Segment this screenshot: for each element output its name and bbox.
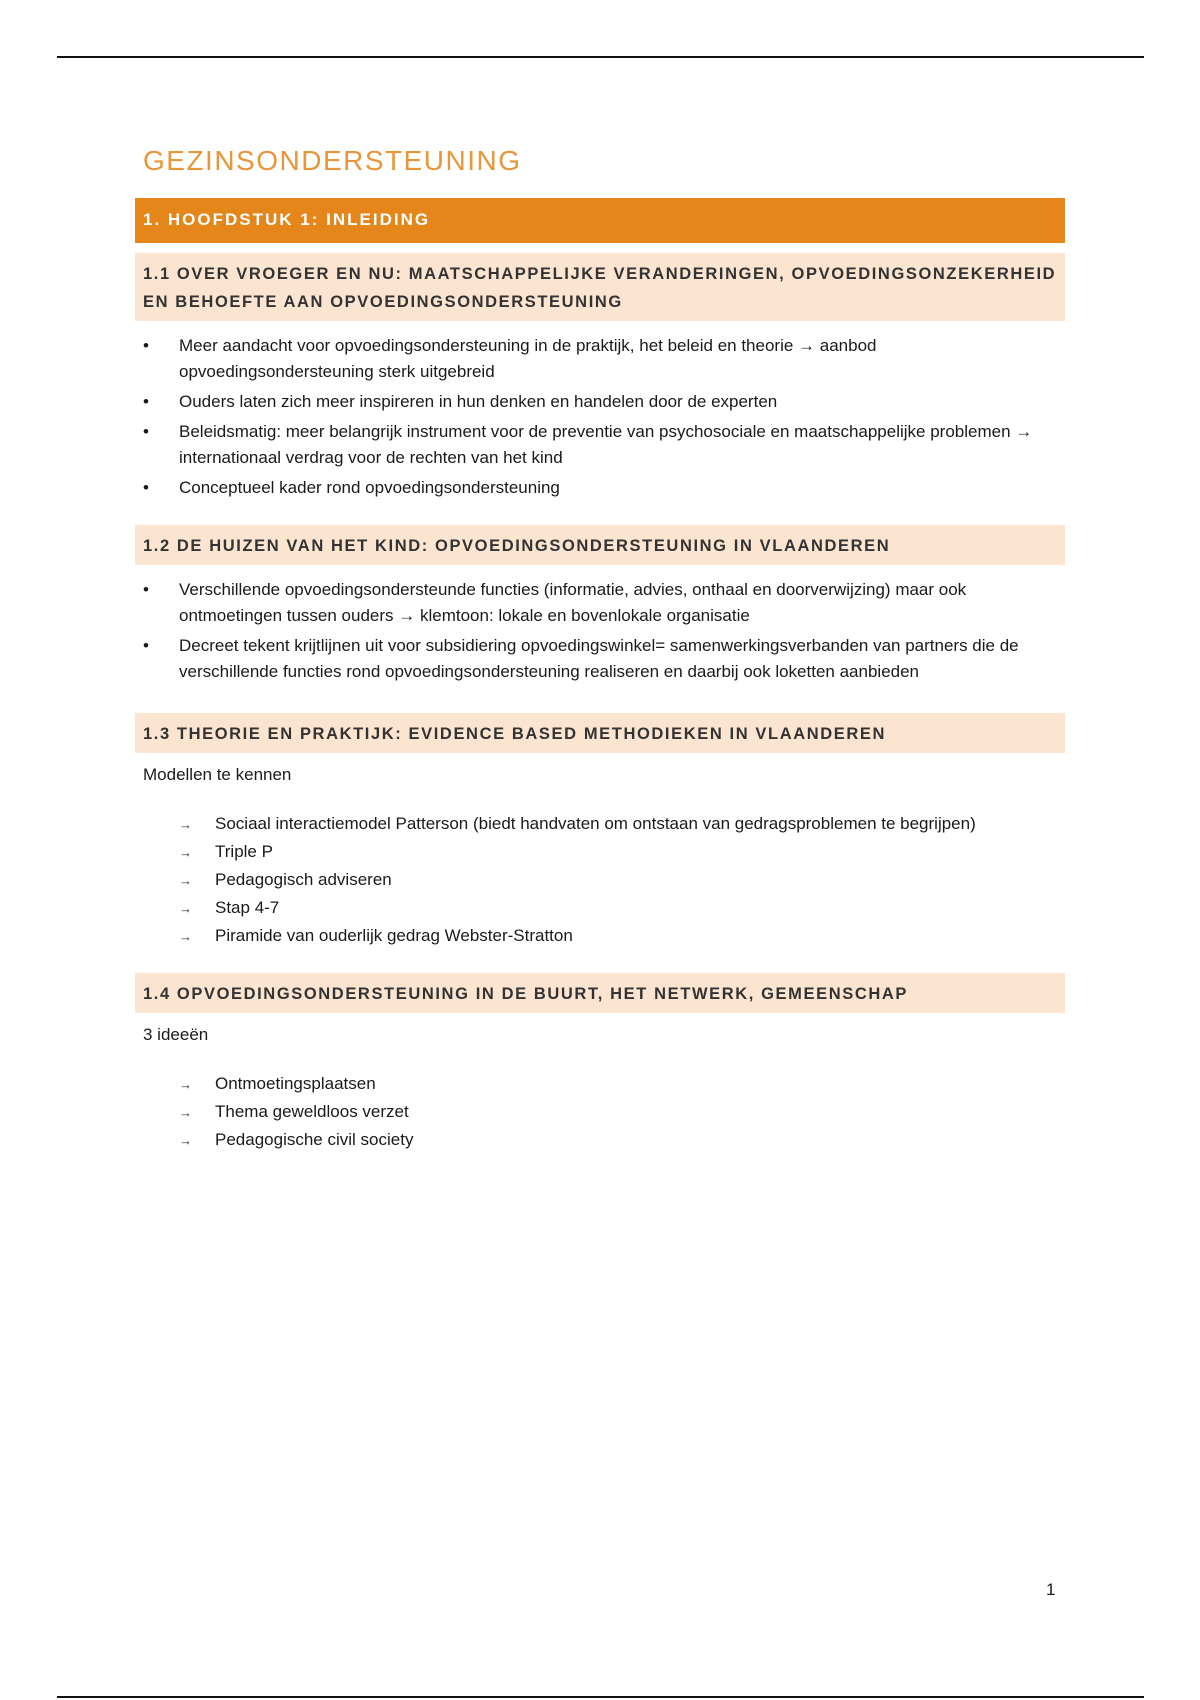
section-1-3-intro: Modellen te kennen <box>143 765 292 784</box>
section-1-3-items <box>0 810 1200 950</box>
section-1-2-bullets <box>0 577 1200 689</box>
section-heading-1-2: 1.2 DE HUIZEN VAN HET KIND: OPVOEDINGSONDERSTEUNING IN VLAANDEREN <box>135 525 1065 565</box>
arrow-icon: → <box>179 929 192 944</box>
arrow-icon: → <box>179 1133 192 1148</box>
bullet-icon: • <box>143 392 149 411</box>
arrow-icon: → <box>179 873 192 888</box>
list-item: • Meer aandacht voor opvoedingsondersteuning in de praktijk, het beleid en theorie → aanbod opvoedingsondersteuning sterk uitgebreid <box>0 333 1059 385</box>
list-item: → Pedagogisch adviseren <box>0 866 1200 894</box>
list-item: → Ontmoetingsplaatsen <box>0 1070 1200 1098</box>
arrow-icon: → <box>179 1077 192 1092</box>
section-heading-1-1: 1.1 OVER VROEGER EN NU: MAATSCHAPPELIJKE VERANDERINGEN, OPVOEDINGSONZEKERHEID EN BEHOEFTE AAN OPVOEDINGSONDERSTEUNING <box>135 253 1065 321</box>
section-1-4-items <box>0 1070 1200 1154</box>
bullet-icon: • <box>143 636 149 655</box>
section-heading-1-3: 1.3 THEORIE EN PRAKTIJK: EVIDENCE BASED METHODIEKEN IN VLAANDEREN <box>135 713 1065 753</box>
section-1-1-bullets <box>0 333 1200 505</box>
arrow-icon: → <box>179 817 192 832</box>
list-item: → Triple P <box>0 838 1200 866</box>
bullet-icon: • <box>143 336 149 355</box>
list-item: → Thema geweldloos verzet <box>0 1098 1200 1126</box>
section-heading-1-4: 1.4 OPVOEDINGSONDERSTEUNING IN DE BUURT, HET NETWERK, GEMEENSCHAP <box>135 973 1065 1013</box>
list-item: • Conceptueel kader rond opvoedingsondersteuning <box>0 475 1059 501</box>
bottom-rule <box>57 1696 1144 1698</box>
list-item: • Ouders laten zich meer inspireren in hun denken en handelen door de experten <box>0 389 1059 415</box>
bullet-icon: • <box>143 422 149 441</box>
page-number: 1 <box>1046 1580 1056 1599</box>
list-item: • Beleidsmatig: meer belangrijk instrument voor de preventie van psychosociale en maatschappelijke problemen → internationaal verdrag voor de rechten van het kind <box>0 419 1059 471</box>
bullet-icon: • <box>143 478 149 497</box>
section-1-4-intro: 3 ideeën <box>143 1025 209 1044</box>
arrow-icon: → <box>179 901 192 916</box>
top-rule <box>57 56 1144 58</box>
list-item: → Pedagogische civil society <box>0 1126 1200 1154</box>
list-item: • Decreet tekent krijtlijnen uit voor subsidiering opvoedingswinkel= samenwerkingsverbanden van partners die de verschillende functies rond opvoedingsondersteuning realiseren en daarbij ook loketten aanbieden <box>0 633 1059 685</box>
chapter-heading: 1. HOOFDSTUK 1: INLEIDING <box>135 198 1065 243</box>
bullet-icon: • <box>143 580 149 599</box>
list-item: → Sociaal interactiemodel Patterson (biedt handvaten om ontstaan van gedragsproblemen te begrijpen) <box>0 810 1200 838</box>
list-item: → Stap 4-7 <box>0 894 1200 922</box>
list-item: → Piramide van ouderlijk gedrag Webster-Stratton <box>0 922 1200 950</box>
arrow-icon: → <box>179 1105 192 1120</box>
document-title: GEZINSONDERSTEUNING <box>143 145 522 176</box>
arrow-icon: → <box>179 845 192 860</box>
list-item: • Verschillende opvoedingsondersteunde functies (informatie, advies, onthaal en doorverwijzing) maar ook ontmoetingen tussen ouders → klemtoon: lokale en bovenlokale organisatie <box>0 577 1059 629</box>
